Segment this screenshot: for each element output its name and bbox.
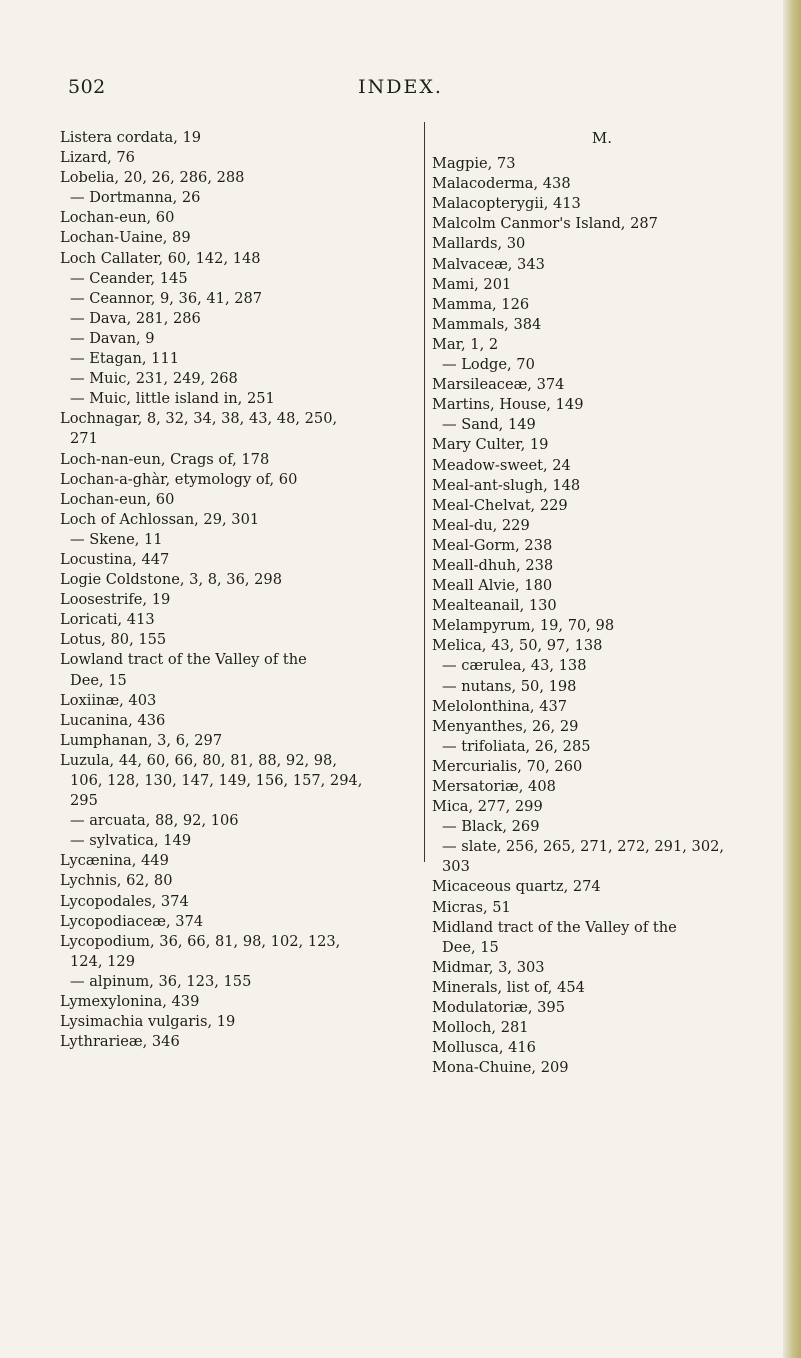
index-entry: Micaceous quartz, 274	[432, 878, 601, 896]
index-entry: 271	[70, 430, 98, 448]
page-edge-shadow	[783, 0, 801, 1358]
index-entry: Lysimachia vulgaris, 19	[60, 1013, 236, 1031]
index-entry: Listera cordata, 19	[60, 129, 202, 146]
index-entry: Midland tract of the Valley of the	[432, 918, 677, 936]
index-entry: — Davan, 9	[70, 329, 155, 347]
index-entry: Lizard, 76	[60, 149, 135, 167]
index-entry: Marsileaceæ, 374	[432, 376, 565, 394]
index-entry: — alpinum, 36, 123, 155	[70, 972, 252, 990]
index-entry: Lycopodium, 36, 66, 81, 98, 102, 123,	[60, 932, 341, 950]
index-entry: Micras, 51	[432, 898, 511, 916]
index-entry: Logie Coldstone, 3, 8, 36, 298	[60, 571, 283, 589]
index-entry: Mica, 277, 299	[432, 798, 543, 816]
index-entry: Lythrarieæ, 346	[60, 1033, 180, 1051]
index-entry: Mamma, 126	[432, 295, 530, 313]
index-entry: — trifoliata, 26, 285	[442, 737, 591, 755]
index-entry: Lobelia, 20, 26, 286, 288	[60, 169, 245, 187]
index-entry: Lochan-eun, 60	[60, 490, 175, 508]
index-entry: Melica, 43, 50, 97, 138	[432, 637, 603, 655]
index-entry: — sylvatica, 149	[70, 832, 192, 850]
index-entry: Lochan-eun, 60	[60, 209, 175, 227]
index-entry: Lumphanan, 3, 6, 297	[60, 731, 223, 749]
index-entry: Meadow-sweet, 24	[432, 456, 571, 474]
index-entry: — Ceander, 145	[70, 269, 188, 287]
index-entry: — Black, 269	[442, 818, 540, 836]
index-entry: Mercurialis, 70, 260	[432, 757, 583, 775]
index-entry: Lochan-Uaine, 89	[60, 229, 191, 247]
index-entry: Lycopodales, 374	[60, 892, 189, 910]
index-entry: Locustina, 447	[60, 550, 170, 568]
index-entries-right	[432, 154, 772, 1078]
index-entry: — Dava, 281, 286	[70, 309, 201, 327]
index-entry: Lychnis, 62, 80	[60, 872, 173, 890]
index-entry: 295	[70, 792, 98, 810]
index-entry: Mona-Chuine, 209	[432, 1059, 569, 1077]
index-entry: — nutans, 50, 198	[442, 677, 577, 695]
page-number: 502	[68, 76, 106, 98]
index-entry: Melolonthina, 437	[432, 697, 568, 715]
index-entry: — Etagan, 111	[70, 350, 180, 368]
index-entry: Mar, 1, 2	[432, 335, 499, 353]
index-entry: Mersatoriæ, 408	[432, 778, 556, 795]
index-entry: Meal-du, 229	[432, 516, 530, 534]
index-entry: — Ceannor, 9, 36, 41, 287	[70, 289, 263, 307]
index-entry: Mollusca, 416	[432, 1039, 536, 1057]
running-title: INDEX.	[358, 76, 443, 98]
index-entry: 106, 128, 130, 147, 149, 156, 157, 294,	[70, 772, 363, 789]
index-column-left	[60, 128, 395, 1052]
index-entry: — slate, 256, 265, 271, 272, 291, 302,	[442, 838, 725, 856]
index-entry: — Lodge, 70	[442, 356, 535, 374]
index-entry: — Muic, 231, 249, 268	[70, 370, 238, 388]
index-entry: 124, 129	[70, 952, 135, 970]
index-column-right	[432, 128, 772, 1078]
index-entry: Malvaceæ, 343	[432, 255, 545, 273]
index-entry: Meal-Chelvat, 229	[432, 496, 568, 514]
page-header	[0, 72, 801, 112]
index-entry: — Skene, 11	[70, 530, 163, 548]
index-entry: — arcuata, 88, 92, 106	[70, 812, 239, 830]
index-entry: Mealteanail, 130	[432, 597, 557, 615]
index-entry: Mallards, 30	[432, 235, 526, 253]
index-entry: Malacoderma, 438	[432, 175, 571, 193]
index-entry: Magpie, 73	[432, 155, 516, 173]
index-entry: Midmar, 3, 303	[432, 958, 545, 976]
index-entry: 303	[442, 858, 470, 876]
index-entry: Lymexylonina, 439	[60, 993, 200, 1011]
index-entry: Lycopodiaceæ, 374	[60, 912, 204, 930]
index-entry: — Muic, little island in, 251	[70, 390, 275, 408]
index-entry: Lochnagar, 8, 32, 34, 38, 43, 48, 250,	[60, 410, 338, 428]
index-entry: Loch of Achlossan, 29, 301	[60, 510, 260, 528]
index-entry: Luzula, 44, 60, 66, 80, 81, 88, 92, 98,	[60, 751, 337, 769]
index-entry: Minerals, list of, 454	[432, 978, 585, 996]
index-entry: Menyanthes, 26, 29	[432, 717, 579, 735]
index-entry: Lowland tract of the Valley of the	[60, 651, 307, 669]
index-entry: Mammals, 384	[432, 315, 542, 333]
index-entry: Melampyrum, 19, 70, 98	[432, 617, 615, 635]
index-entry: Meall Alvie, 180	[432, 577, 553, 595]
index-entry: Dee, 15	[70, 671, 127, 689]
index-entry: — cærulea, 43, 138	[442, 657, 587, 675]
index-entry: Molloch, 281	[432, 1019, 529, 1037]
index-entry: Lycænina, 449	[60, 852, 169, 870]
index-entry: Martins, House, 149	[432, 396, 584, 414]
index-entry: Loricati, 413	[60, 611, 155, 629]
index-entry: Meal-ant-slugh, 148	[432, 476, 581, 494]
index-entry: Meal-Gorm, 238	[432, 536, 553, 554]
index-entry: Mary Culter, 19	[432, 436, 549, 454]
index-entry: Malcolm Canmor's Island, 287	[432, 215, 658, 233]
section-letter-heading: M.	[591, 129, 613, 147]
index-entry: Loch Callater, 60, 142, 148	[60, 249, 261, 267]
index-entry: Loxiinæ, 403	[60, 691, 157, 709]
index-entry: Loch-nan-eun, Crags of, 178	[60, 450, 270, 468]
index-entry: — Sand, 149	[442, 416, 536, 434]
index-entry: Dee, 15	[442, 938, 499, 956]
index-entry: Meall-dhuh, 238	[432, 556, 554, 574]
index-entry: Lochan-a-ghàr, etymology of, 60	[60, 470, 298, 488]
index-entry: Lotus, 80, 155	[60, 631, 167, 649]
index-entry: Mami, 201	[432, 275, 512, 293]
index-entry: — Dortmanna, 26	[70, 189, 201, 207]
column-divider	[424, 122, 425, 862]
index-entry: Malacopterygii, 413	[432, 195, 581, 213]
index-entry: Loosestrife, 19	[60, 591, 171, 609]
index-entry: Modulatoriæ, 395	[432, 999, 565, 1017]
index-entry: Lucanina, 436	[60, 711, 166, 729]
